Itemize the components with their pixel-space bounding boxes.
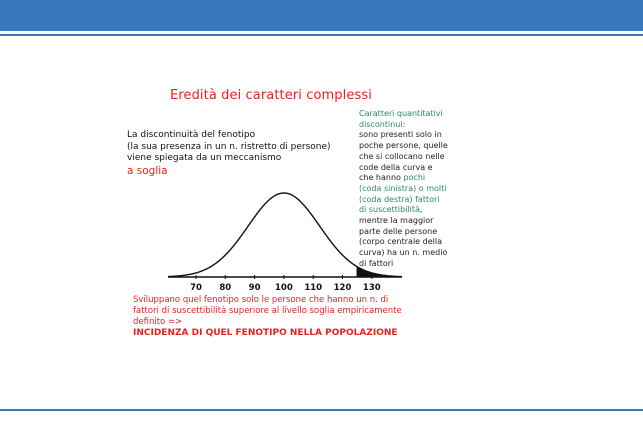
x-tick-label: 100 [275,283,293,293]
bell-curve [168,193,402,277]
right-green-phrase: pochi (coda sinistra) o molti (coda destra) fattori di suscettibilità [359,173,447,215]
right-heading-2: discontinui: [359,119,406,129]
bottom-line-3: definito => [133,317,183,327]
left-line-4: a soglia [127,164,168,177]
bottom-conclusion [133,295,402,339]
x-tick-label: 120 [333,283,352,293]
bottom-line-4: INCIDENZA DI QUEL FENOTIPO NELLA POPOLAZIONE [133,328,398,338]
right-paragraph-1: sono presenti solo in poche persone, quelle che si collocano nelle code della curva e che hanno [359,130,448,183]
threshold-tail-area [357,267,402,277]
right-heading-1: Caratteri quantitativi [359,109,443,118]
x-tick-label: 90 [248,283,261,293]
footer-divider [0,409,643,411]
left-line-2: (la sua presenza in un n. ristretto di persone) [127,141,331,152]
slide-title: Eredità dei caratteri complessi [170,88,372,103]
x-tick-label: 80 [219,283,232,293]
left-line-3: viene spiegata da un meccanismo [127,153,282,163]
x-tick-label: 70 [190,283,202,293]
left-line-1: La discontinuità del fenotipo [127,130,256,140]
bottom-line-1: Sviluppano quel fenotipo solo le persone che hanno un n. di [133,295,389,305]
x-tick-label: 110 [304,283,323,293]
x-tick-label: 130 [362,283,381,293]
bottom-line-2: fattori di suscettibilità superiore al livello soglia empiricamente [133,306,402,316]
right-paragraph-2: , mentre la maggior parte delle persone (corpo centrale della curva) ha un n. medio di fattori [359,205,448,268]
